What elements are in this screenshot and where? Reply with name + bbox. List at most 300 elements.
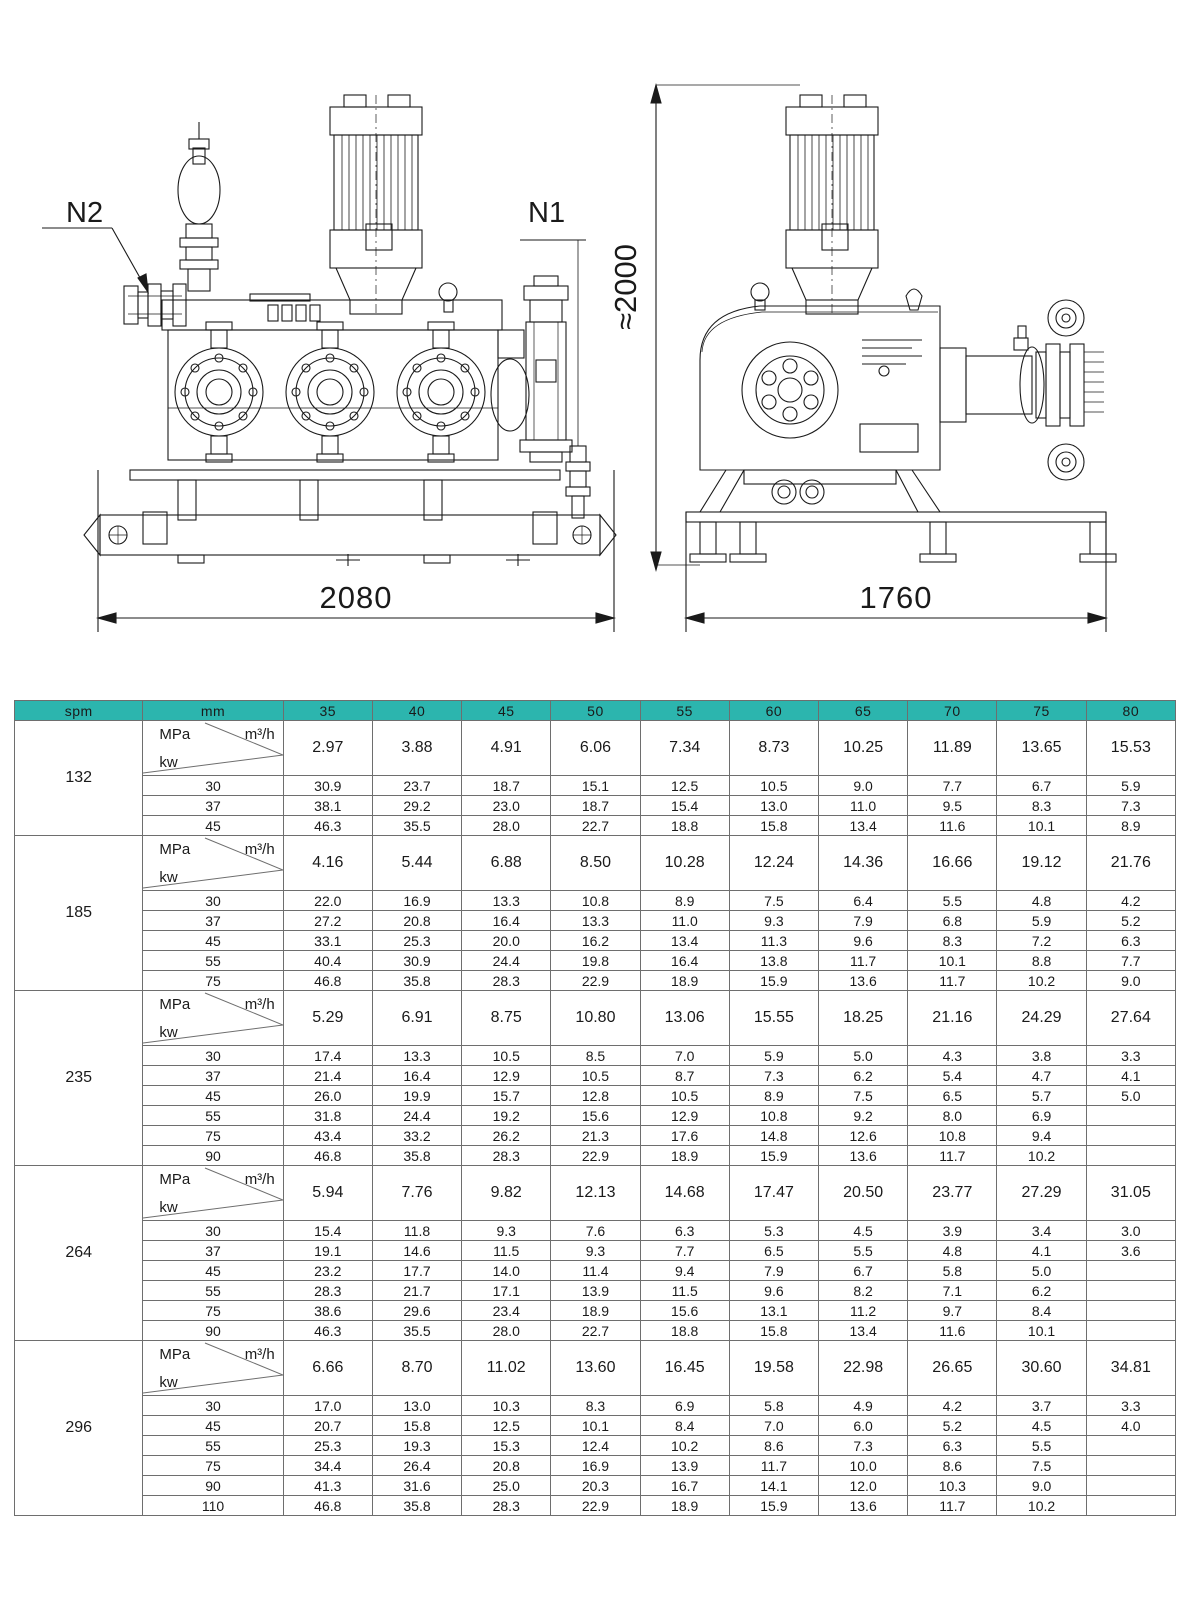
- pressure-value: 8.6: [729, 1436, 818, 1456]
- pressure-value: 41.3: [283, 1476, 372, 1496]
- table-row: [15, 1301, 1176, 1321]
- pressure-value: 25.3: [283, 1436, 372, 1456]
- flow-value: 31.05: [1086, 1166, 1175, 1221]
- pressure-value: 18.8: [640, 1321, 729, 1341]
- header-col-70: 70: [908, 701, 997, 721]
- pressure-value: 29.6: [372, 1301, 461, 1321]
- pressure-value: 4.8: [997, 891, 1086, 911]
- pressure-value: 10.5: [462, 1046, 551, 1066]
- spm-value: 264: [15, 1166, 143, 1341]
- pressure-value: 10.0: [819, 1456, 908, 1476]
- pressure-value: 18.9: [640, 971, 729, 991]
- pressure-value: 4.3: [908, 1046, 997, 1066]
- pressure-value: 5.7: [997, 1086, 1086, 1106]
- pressure-value: 16.2: [551, 931, 640, 951]
- flow-value: 24.29: [997, 991, 1086, 1046]
- pressure-value: 13.9: [551, 1281, 640, 1301]
- flow-value: 26.65: [908, 1341, 997, 1396]
- pressure-value: 22.0: [283, 891, 372, 911]
- empty-cell: [1086, 1456, 1175, 1476]
- pressure-value: 8.2: [819, 1281, 908, 1301]
- unit-kw: kw: [159, 754, 178, 771]
- pressure-value: 9.3: [462, 1221, 551, 1241]
- flow-value: 15.55: [729, 991, 818, 1046]
- pressure-value: 25.0: [462, 1476, 551, 1496]
- pressure-value: 12.9: [640, 1106, 729, 1126]
- pressure-value: 10.5: [729, 776, 818, 796]
- kw-value: 45: [143, 1086, 283, 1106]
- empty-cell: [1086, 1261, 1175, 1281]
- flow-value: 10.80: [551, 991, 640, 1046]
- pressure-value: 13.6: [819, 971, 908, 991]
- pressure-value: 7.7: [640, 1241, 729, 1261]
- table-row: [15, 1341, 1176, 1396]
- flow-value: 19.12: [997, 836, 1086, 891]
- pressure-value: 13.3: [372, 1046, 461, 1066]
- pressure-value: 6.4: [819, 891, 908, 911]
- pressure-value: 38.6: [283, 1301, 372, 1321]
- pressure-value: 15.1: [551, 776, 640, 796]
- pressure-value: 18.7: [462, 776, 551, 796]
- pressure-value: 14.0: [462, 1261, 551, 1281]
- pressure-value: 8.3: [997, 796, 1086, 816]
- kw-value: 37: [143, 796, 283, 816]
- empty-cell: [1086, 1106, 1175, 1126]
- table-head: [15, 701, 1176, 721]
- kw-value: 30: [143, 1396, 283, 1416]
- pressure-value: 4.5: [819, 1221, 908, 1241]
- flow-value: 34.81: [1086, 1341, 1175, 1396]
- pressure-value: 9.6: [819, 931, 908, 951]
- pressure-value: 7.9: [729, 1261, 818, 1281]
- pressure-value: 8.4: [997, 1301, 1086, 1321]
- kw-value: 75: [143, 1301, 283, 1321]
- flow-value: 5.94: [283, 1166, 372, 1221]
- pressure-value: 8.8: [997, 951, 1086, 971]
- pressure-value: 23.2: [283, 1261, 372, 1281]
- pressure-value: 13.3: [551, 911, 640, 931]
- pressure-value: 19.2: [462, 1106, 551, 1126]
- label-n2: N2: [66, 197, 104, 229]
- flow-value: 30.60: [997, 1341, 1086, 1396]
- empty-cell: [1086, 1281, 1175, 1301]
- pressure-value: 35.8: [372, 971, 461, 991]
- pressure-value: 9.4: [640, 1261, 729, 1281]
- unit-kw: kw: [159, 1199, 178, 1216]
- pressure-value: 5.3: [729, 1221, 818, 1241]
- flow-value: 11.02: [462, 1341, 551, 1396]
- pressure-value: 46.3: [283, 1321, 372, 1341]
- pressure-value: 15.6: [640, 1301, 729, 1321]
- pressure-value: 38.1: [283, 796, 372, 816]
- units-split-cell: [143, 721, 283, 776]
- table-row: [15, 1166, 1176, 1221]
- pressure-value: 19.1: [283, 1241, 372, 1261]
- flow-value: 8.73: [729, 721, 818, 776]
- pressure-value: 9.5: [908, 796, 997, 816]
- kw-value: 90: [143, 1476, 283, 1496]
- pressure-value: 17.4: [283, 1046, 372, 1066]
- pressure-value: 10.1: [997, 1321, 1086, 1341]
- flow-value: 3.88: [372, 721, 461, 776]
- kw-value: 90: [143, 1321, 283, 1341]
- pressure-value: 7.7: [908, 776, 997, 796]
- pressure-value: 8.0: [908, 1106, 997, 1126]
- unit-mpa: MPa: [159, 996, 191, 1013]
- pressure-value: 15.4: [283, 1221, 372, 1241]
- pressure-value: 16.4: [372, 1066, 461, 1086]
- pressure-value: 11.5: [462, 1241, 551, 1261]
- pressure-value: 15.8: [729, 816, 818, 836]
- flow-value: 22.98: [819, 1341, 908, 1396]
- flow-value: 8.50: [551, 836, 640, 891]
- pressure-value: 6.9: [997, 1106, 1086, 1126]
- pressure-value: 10.2: [640, 1436, 729, 1456]
- unit-m3h: m³/h: [244, 726, 275, 743]
- pressure-value: 46.8: [283, 1146, 372, 1166]
- header-spm: spm: [15, 701, 143, 721]
- table-row: [15, 1416, 1176, 1436]
- front-view: [686, 95, 1116, 562]
- empty-cell: [1086, 1301, 1175, 1321]
- unit-mpa: MPa: [159, 726, 191, 743]
- flow-value: 6.91: [372, 991, 461, 1046]
- pressure-value: 34.4: [283, 1456, 372, 1476]
- label-width-front: 1760: [859, 580, 933, 615]
- header-col-50: 50: [551, 701, 640, 721]
- pressure-value: 9.3: [551, 1241, 640, 1261]
- header-col-60: 60: [729, 701, 818, 721]
- table-row: [15, 931, 1176, 951]
- label-n1: N1: [528, 197, 566, 229]
- pressure-value: 20.8: [372, 911, 461, 931]
- pressure-value: 4.2: [908, 1396, 997, 1416]
- flow-value: 9.82: [462, 1166, 551, 1221]
- flow-value: 4.16: [283, 836, 372, 891]
- header-col-35: 35: [283, 701, 372, 721]
- pressure-value: 4.0: [1086, 1416, 1175, 1436]
- pressure-value: 40.4: [283, 951, 372, 971]
- pressure-value: 11.7: [819, 951, 908, 971]
- flow-value: 5.44: [372, 836, 461, 891]
- pressure-value: 7.7: [1086, 951, 1175, 971]
- flow-value: 12.24: [729, 836, 818, 891]
- pressure-value: 5.9: [1086, 776, 1175, 796]
- pressure-value: 31.6: [372, 1476, 461, 1496]
- unit-m3h: m³/h: [244, 1346, 275, 1363]
- pressure-value: 27.2: [283, 911, 372, 931]
- pressure-value: 21.7: [372, 1281, 461, 1301]
- pressure-value: 8.6: [908, 1456, 997, 1476]
- pressure-value: 18.8: [640, 816, 729, 836]
- pressure-value: 16.7: [640, 1476, 729, 1496]
- kw-value: 30: [143, 776, 283, 796]
- pressure-value: 22.9: [551, 1146, 640, 1166]
- pressure-value: 8.9: [729, 1086, 818, 1106]
- pressure-value: 12.9: [462, 1066, 551, 1086]
- pressure-value: 4.9: [819, 1396, 908, 1416]
- pressure-value: 13.6: [819, 1146, 908, 1166]
- kw-value: 55: [143, 1281, 283, 1301]
- pressure-value: 15.9: [729, 1496, 818, 1516]
- pressure-value: 28.3: [283, 1281, 372, 1301]
- pressure-value: 6.8: [908, 911, 997, 931]
- pressure-value: 20.7: [283, 1416, 372, 1436]
- empty-cell: [1086, 1436, 1175, 1456]
- pressure-value: 10.3: [908, 1476, 997, 1496]
- pressure-value: 8.4: [640, 1416, 729, 1436]
- pressure-value: 28.3: [462, 971, 551, 991]
- pressure-value: 15.8: [729, 1321, 818, 1341]
- pressure-value: 7.0: [640, 1046, 729, 1066]
- pressure-value: 13.0: [372, 1396, 461, 1416]
- pressure-value: 8.3: [908, 931, 997, 951]
- pressure-value: 7.1: [908, 1281, 997, 1301]
- pressure-value: 11.7: [908, 1146, 997, 1166]
- units-split-cell: [143, 991, 283, 1046]
- pressure-value: 7.3: [1086, 796, 1175, 816]
- pressure-value: 11.0: [640, 911, 729, 931]
- flow-value: 14.36: [819, 836, 908, 891]
- pressure-value: 15.4: [640, 796, 729, 816]
- pressure-value: 11.7: [908, 971, 997, 991]
- performance-table: [14, 700, 1176, 1516]
- pressure-value: 21.4: [283, 1066, 372, 1086]
- pressure-value: 5.8: [729, 1396, 818, 1416]
- kw-value: 75: [143, 1456, 283, 1476]
- pressure-value: 35.8: [372, 1146, 461, 1166]
- flow-value: 6.88: [462, 836, 551, 891]
- pressure-value: 6.2: [997, 1281, 1086, 1301]
- flow-value: 20.50: [819, 1166, 908, 1221]
- pressure-value: 16.4: [462, 911, 551, 931]
- pressure-value: 10.2: [997, 971, 1086, 991]
- pressure-value: 19.9: [372, 1086, 461, 1106]
- table-row: [15, 1146, 1176, 1166]
- pressure-value: 5.5: [997, 1436, 1086, 1456]
- pressure-value: 11.4: [551, 1261, 640, 1281]
- pressure-value: 22.7: [551, 816, 640, 836]
- pressure-value: 4.1: [997, 1241, 1086, 1261]
- pressure-value: 9.0: [997, 1476, 1086, 1496]
- pressure-value: 7.0: [729, 1416, 818, 1436]
- unit-kw: kw: [159, 1024, 178, 1041]
- pressure-value: 13.8: [729, 951, 818, 971]
- pressure-value: 46.8: [283, 1496, 372, 1516]
- pressure-value: 5.0: [1086, 1086, 1175, 1106]
- table-row: [15, 816, 1176, 836]
- table-row: [15, 891, 1176, 911]
- pressure-value: 5.2: [1086, 911, 1175, 931]
- pressure-value: 11.6: [908, 1321, 997, 1341]
- table-row: [15, 1126, 1176, 1146]
- pressure-value: 46.8: [283, 971, 372, 991]
- kw-value: 30: [143, 891, 283, 911]
- pressure-value: 6.0: [819, 1416, 908, 1436]
- pressure-value: 11.0: [819, 796, 908, 816]
- drawing-svg: [0, 0, 1190, 680]
- pressure-value: 10.1: [997, 816, 1086, 836]
- unit-m3h: m³/h: [244, 841, 275, 858]
- pressure-value: 12.8: [551, 1086, 640, 1106]
- flow-value: 8.75: [462, 991, 551, 1046]
- pressure-value: 26.0: [283, 1086, 372, 1106]
- pressure-value: 13.1: [729, 1301, 818, 1321]
- pressure-value: 3.9: [908, 1221, 997, 1241]
- flow-value: 12.13: [551, 1166, 640, 1221]
- table-row: [15, 1456, 1176, 1476]
- pressure-value: 15.9: [729, 971, 818, 991]
- pressure-value: 11.5: [640, 1281, 729, 1301]
- kw-value: 37: [143, 1066, 283, 1086]
- pressure-value: 17.1: [462, 1281, 551, 1301]
- table-row: [15, 951, 1176, 971]
- pressure-value: 15.8: [372, 1416, 461, 1436]
- pressure-value: 3.3: [1086, 1046, 1175, 1066]
- flow-value: 6.06: [551, 721, 640, 776]
- kw-value: 45: [143, 931, 283, 951]
- pressure-value: 11.7: [729, 1456, 818, 1476]
- dimension-height: [651, 85, 800, 570]
- pressure-value: 6.3: [1086, 931, 1175, 951]
- kw-value: 30: [143, 1046, 283, 1066]
- flow-value: 18.25: [819, 991, 908, 1046]
- label-width-side: 2080: [319, 580, 393, 615]
- kw-value: 75: [143, 971, 283, 991]
- flow-value: 7.34: [640, 721, 729, 776]
- header-col-40: 40: [372, 701, 461, 721]
- kw-value: 45: [143, 816, 283, 836]
- empty-cell: [1086, 1146, 1175, 1166]
- pressure-value: 13.6: [819, 1496, 908, 1516]
- pressure-value: 7.3: [819, 1436, 908, 1456]
- pressure-value: 6.3: [908, 1436, 997, 1456]
- pressure-value: 6.5: [729, 1241, 818, 1261]
- pressure-value: 13.4: [819, 816, 908, 836]
- pressure-value: 35.5: [372, 1321, 461, 1341]
- pressure-value: 15.3: [462, 1436, 551, 1456]
- pressure-value: 13.3: [462, 891, 551, 911]
- pressure-value: 5.9: [729, 1046, 818, 1066]
- pressure-value: 13.4: [640, 931, 729, 951]
- pressure-value: 18.9: [551, 1301, 640, 1321]
- pressure-value: 10.2: [997, 1496, 1086, 1516]
- table-row: [15, 1496, 1176, 1516]
- header-col-75: 75: [997, 701, 1086, 721]
- flow-value: 7.76: [372, 1166, 461, 1221]
- unit-m3h: m³/h: [244, 1171, 275, 1188]
- flow-value: 11.89: [908, 721, 997, 776]
- pressure-value: 22.9: [551, 971, 640, 991]
- pressure-value: 30.9: [283, 776, 372, 796]
- table-row: [15, 836, 1176, 891]
- table-header-row: [15, 701, 1176, 721]
- flow-value: 21.16: [908, 991, 997, 1046]
- pressure-value: 31.8: [283, 1106, 372, 1126]
- leader-n2: [42, 228, 148, 292]
- pressure-value: 10.2: [997, 1146, 1086, 1166]
- pressure-value: 5.2: [908, 1416, 997, 1436]
- pressure-value: 10.8: [908, 1126, 997, 1146]
- flow-value: 16.45: [640, 1341, 729, 1396]
- pressure-value: 5.4: [908, 1066, 997, 1086]
- table-row: [15, 1261, 1176, 1281]
- pressure-value: 4.2: [1086, 891, 1175, 911]
- pressure-value: 21.3: [551, 1126, 640, 1146]
- flow-value: 13.06: [640, 991, 729, 1046]
- pressure-value: 17.7: [372, 1261, 461, 1281]
- pressure-value: 18.9: [640, 1496, 729, 1516]
- pressure-value: 9.7: [908, 1301, 997, 1321]
- pressure-value: 11.6: [908, 816, 997, 836]
- pressure-value: 23.0: [462, 796, 551, 816]
- pressure-value: 17.6: [640, 1126, 729, 1146]
- pressure-value: 10.5: [551, 1066, 640, 1086]
- pressure-value: 16.9: [551, 1456, 640, 1476]
- kw-value: 90: [143, 1146, 283, 1166]
- pressure-value: 14.8: [729, 1126, 818, 1146]
- pressure-value: 10.8: [729, 1106, 818, 1126]
- pressure-value: 28.0: [462, 816, 551, 836]
- table-row: [15, 1281, 1176, 1301]
- unit-mpa: MPa: [159, 841, 191, 858]
- pressure-value: 11.8: [372, 1221, 461, 1241]
- kw-value: 30: [143, 1221, 283, 1241]
- pressure-value: 3.8: [997, 1046, 1086, 1066]
- kw-value: 37: [143, 1241, 283, 1261]
- pressure-value: 7.3: [729, 1066, 818, 1086]
- table-row: [15, 796, 1176, 816]
- pressure-value: 9.6: [729, 1281, 818, 1301]
- pressure-value: 25.3: [372, 931, 461, 951]
- table-row: [15, 1241, 1176, 1261]
- pressure-value: 12.5: [462, 1416, 551, 1436]
- flow-value: 27.29: [997, 1166, 1086, 1221]
- pressure-value: 10.1: [908, 951, 997, 971]
- kw-value: 75: [143, 1126, 283, 1146]
- pressure-value: 43.4: [283, 1126, 372, 1146]
- table-row: [15, 1396, 1176, 1416]
- pressure-value: 33.2: [372, 1126, 461, 1146]
- pump-technical-drawing: [0, 0, 1190, 680]
- pressure-value: 23.4: [462, 1301, 551, 1321]
- header-col-55: 55: [640, 701, 729, 721]
- pressure-value: 14.6: [372, 1241, 461, 1261]
- pressure-value: 5.0: [997, 1261, 1086, 1281]
- pressure-value: 7.2: [997, 931, 1086, 951]
- pressure-value: 11.3: [729, 931, 818, 951]
- table-row: [15, 1221, 1176, 1241]
- spm-value: 185: [15, 836, 143, 991]
- pressure-value: 12.0: [819, 1476, 908, 1496]
- pressure-value: 20.8: [462, 1456, 551, 1476]
- pressure-value: 6.9: [640, 1396, 729, 1416]
- pressure-value: 11.2: [819, 1301, 908, 1321]
- table-row: [15, 991, 1176, 1046]
- table-row: [15, 1086, 1176, 1106]
- pressure-value: 20.3: [551, 1476, 640, 1496]
- pressure-value: 8.7: [640, 1066, 729, 1086]
- table-row: [15, 721, 1176, 776]
- pressure-value: 18.7: [551, 796, 640, 816]
- unit-mpa: MPa: [159, 1346, 191, 1363]
- pressure-value: 13.4: [819, 1321, 908, 1341]
- pressure-value: 13.0: [729, 796, 818, 816]
- unit-mpa: MPa: [159, 1171, 191, 1188]
- pressure-value: 3.7: [997, 1396, 1086, 1416]
- pressure-value: 7.5: [997, 1456, 1086, 1476]
- kw-value: 55: [143, 1106, 283, 1126]
